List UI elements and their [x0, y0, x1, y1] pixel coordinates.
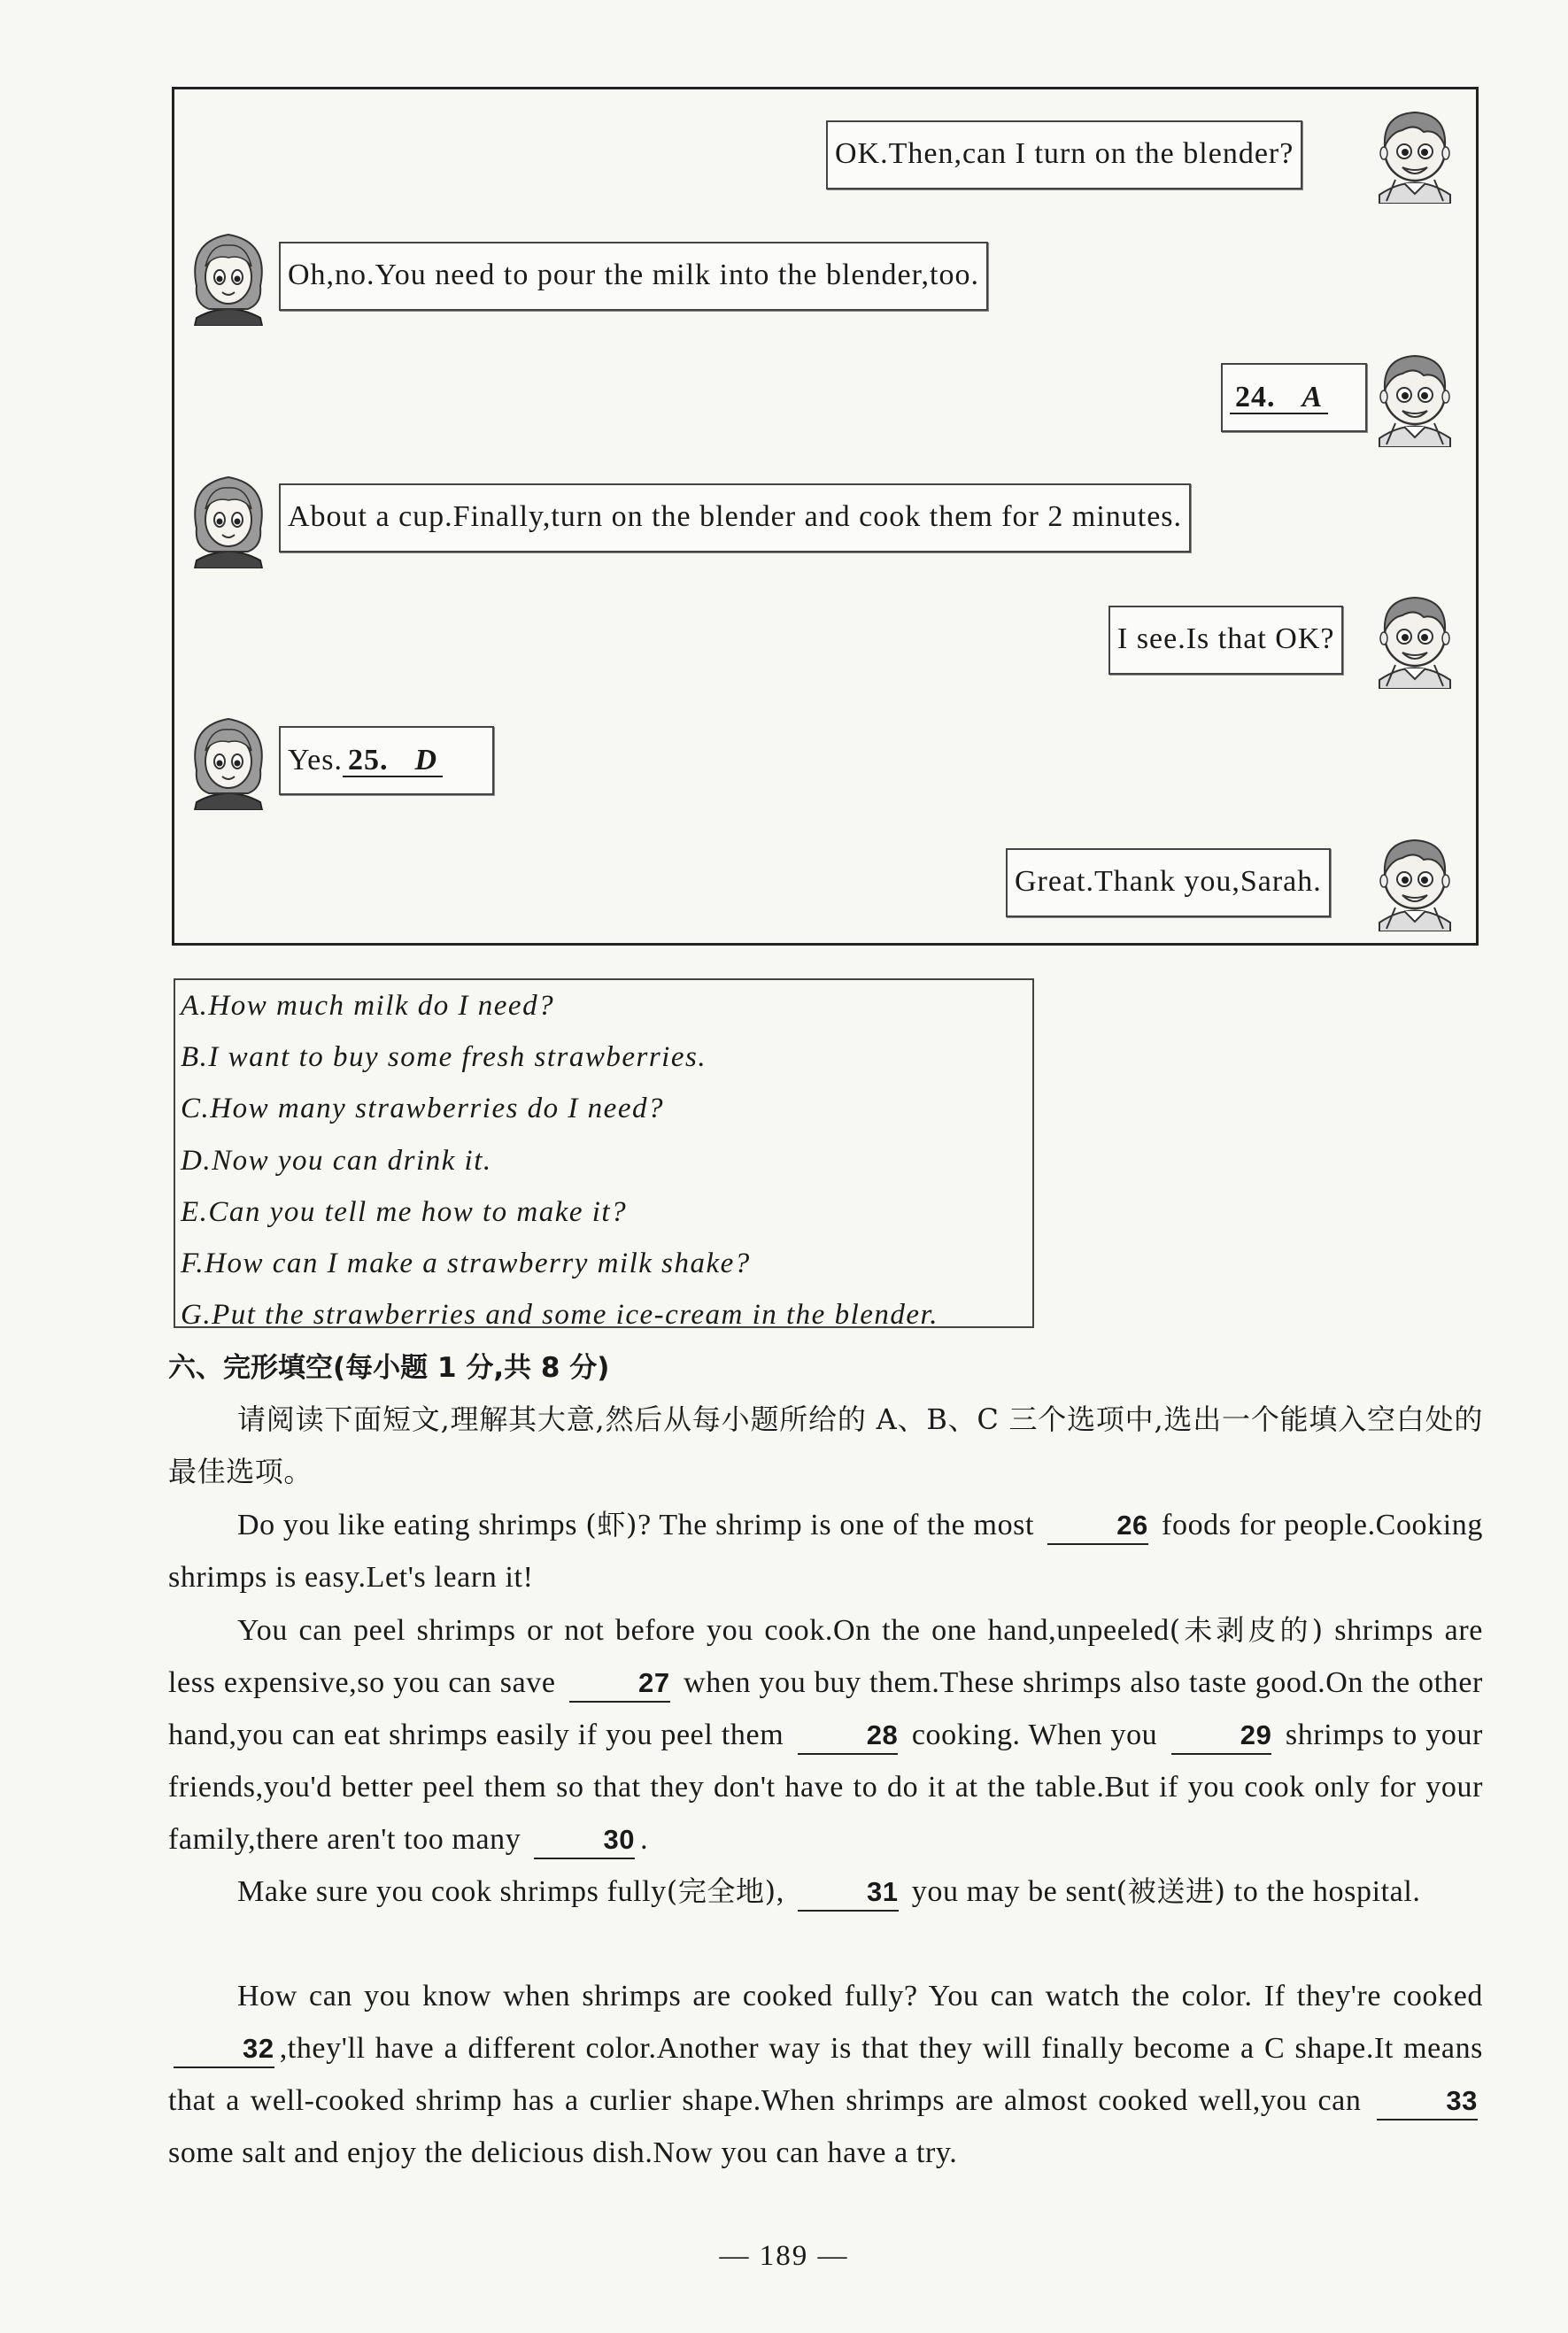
- option-g: G.Put the strawberries and some ice-cream in the blender.: [181, 1299, 938, 1332]
- blank-30: 30: [534, 1822, 635, 1859]
- blank-33: 33: [1377, 2083, 1478, 2121]
- passage-paragraph-2: You can peel shrimps or not before you cook.On the one hand,unpeeled(未剥皮的) shrimps are less expensive,so you can save 27 when you buy them.These shrimps also taste good.On the other hand,you can eat shrimps easily if you peel them 28 cooking. When you 29 shrimps to your friends,you'd better peel them so that they don't have to do it at the table.But if you cook only for your family,there aren't too many 30 .: [168, 1604, 1483, 1866]
- passage-paragraph-3: Make sure you cook shrimps fully(完全地), 31 you may be sent(被送进) to the hospital.: [168, 1866, 1483, 1918]
- answer-24: 24. A: [1230, 382, 1328, 414]
- blank-28: 28: [798, 1718, 899, 1755]
- page-number: — 189 —: [719, 2240, 849, 2272]
- boy-avatar-icon: [1371, 345, 1459, 447]
- option-f: F.How can I make a strawberry milk shake?: [181, 1247, 751, 1279]
- section-heading: 六、完形填空(每小题 1 分,共 8 分): [168, 1352, 610, 1384]
- dialogue-bubble-5: I see.Is that OK?: [1108, 606, 1343, 675]
- dialogue-bubble-24: [1221, 363, 1367, 432]
- passage-paragraph-4: How can you know when shrimps are cooked fully? You can watch the color. If they're cooked 32 ,they'll have a different color.Another way is that they will finally become a C shape.It means that a well-cooked shrimp has a curlier shape.When shrimps are almost cooked well,you can 33 some salt and enjoy the delicious dish.Now you can have a try.: [168, 1980, 1483, 2169]
- dialogue-bubble-25: Yes. 25. D: [279, 726, 494, 795]
- options-box: [174, 978, 1034, 1332]
- option-a: A.How much milk do I need?: [181, 990, 555, 1022]
- dialogue-bubble-1: OK.Then,can I turn on the blender?: [826, 120, 1302, 189]
- girl-avatar-icon: [184, 708, 273, 810]
- passage-paragraph-1: Do you like eating shrimps (虾)? The shrimp is one of the most 26 foods for people.Cooking shrimps is easy.Let's learn it!: [168, 1508, 1483, 1594]
- option-b: B.I want to buy some fresh strawberries.: [181, 1041, 707, 1074]
- option-d: D.Now you can drink it.: [181, 1144, 492, 1177]
- girl-avatar-icon: [184, 467, 273, 568]
- dialogue-bubble-4: About a cup.Finally,turn on the blender and cook them for 2 minutes.: [279, 483, 1191, 552]
- section-instruction: 请阅读下面短文,理解其大意,然后从每小题所给的 A、B、C 三个选项中,选出一个能填入空白处的最佳选项。: [168, 1402, 1483, 1488]
- dialogue-bubble-2: Oh,no.You need to pour the milk into the blender,too.: [279, 242, 988, 311]
- blank-26: 26: [1047, 1508, 1148, 1545]
- boy-avatar-icon: [1371, 587, 1459, 689]
- blank-31: 31: [798, 1874, 899, 1912]
- blank-29: 29: [1171, 1718, 1272, 1755]
- blank-32: 32: [174, 2031, 274, 2068]
- dialogue-bubble-7: Great.Thank you,Sarah.: [1006, 848, 1331, 917]
- girl-avatar-icon: [184, 224, 273, 326]
- answer-25: 25. D: [343, 745, 443, 777]
- boy-avatar-icon: [1371, 830, 1459, 931]
- blank-27: 27: [569, 1665, 670, 1703]
- option-c: C.How many strawberries do I need?: [181, 1093, 664, 1125]
- option-e: E.Can you tell me how to make it?: [181, 1195, 628, 1228]
- boy-avatar-icon: [1371, 102, 1459, 204]
